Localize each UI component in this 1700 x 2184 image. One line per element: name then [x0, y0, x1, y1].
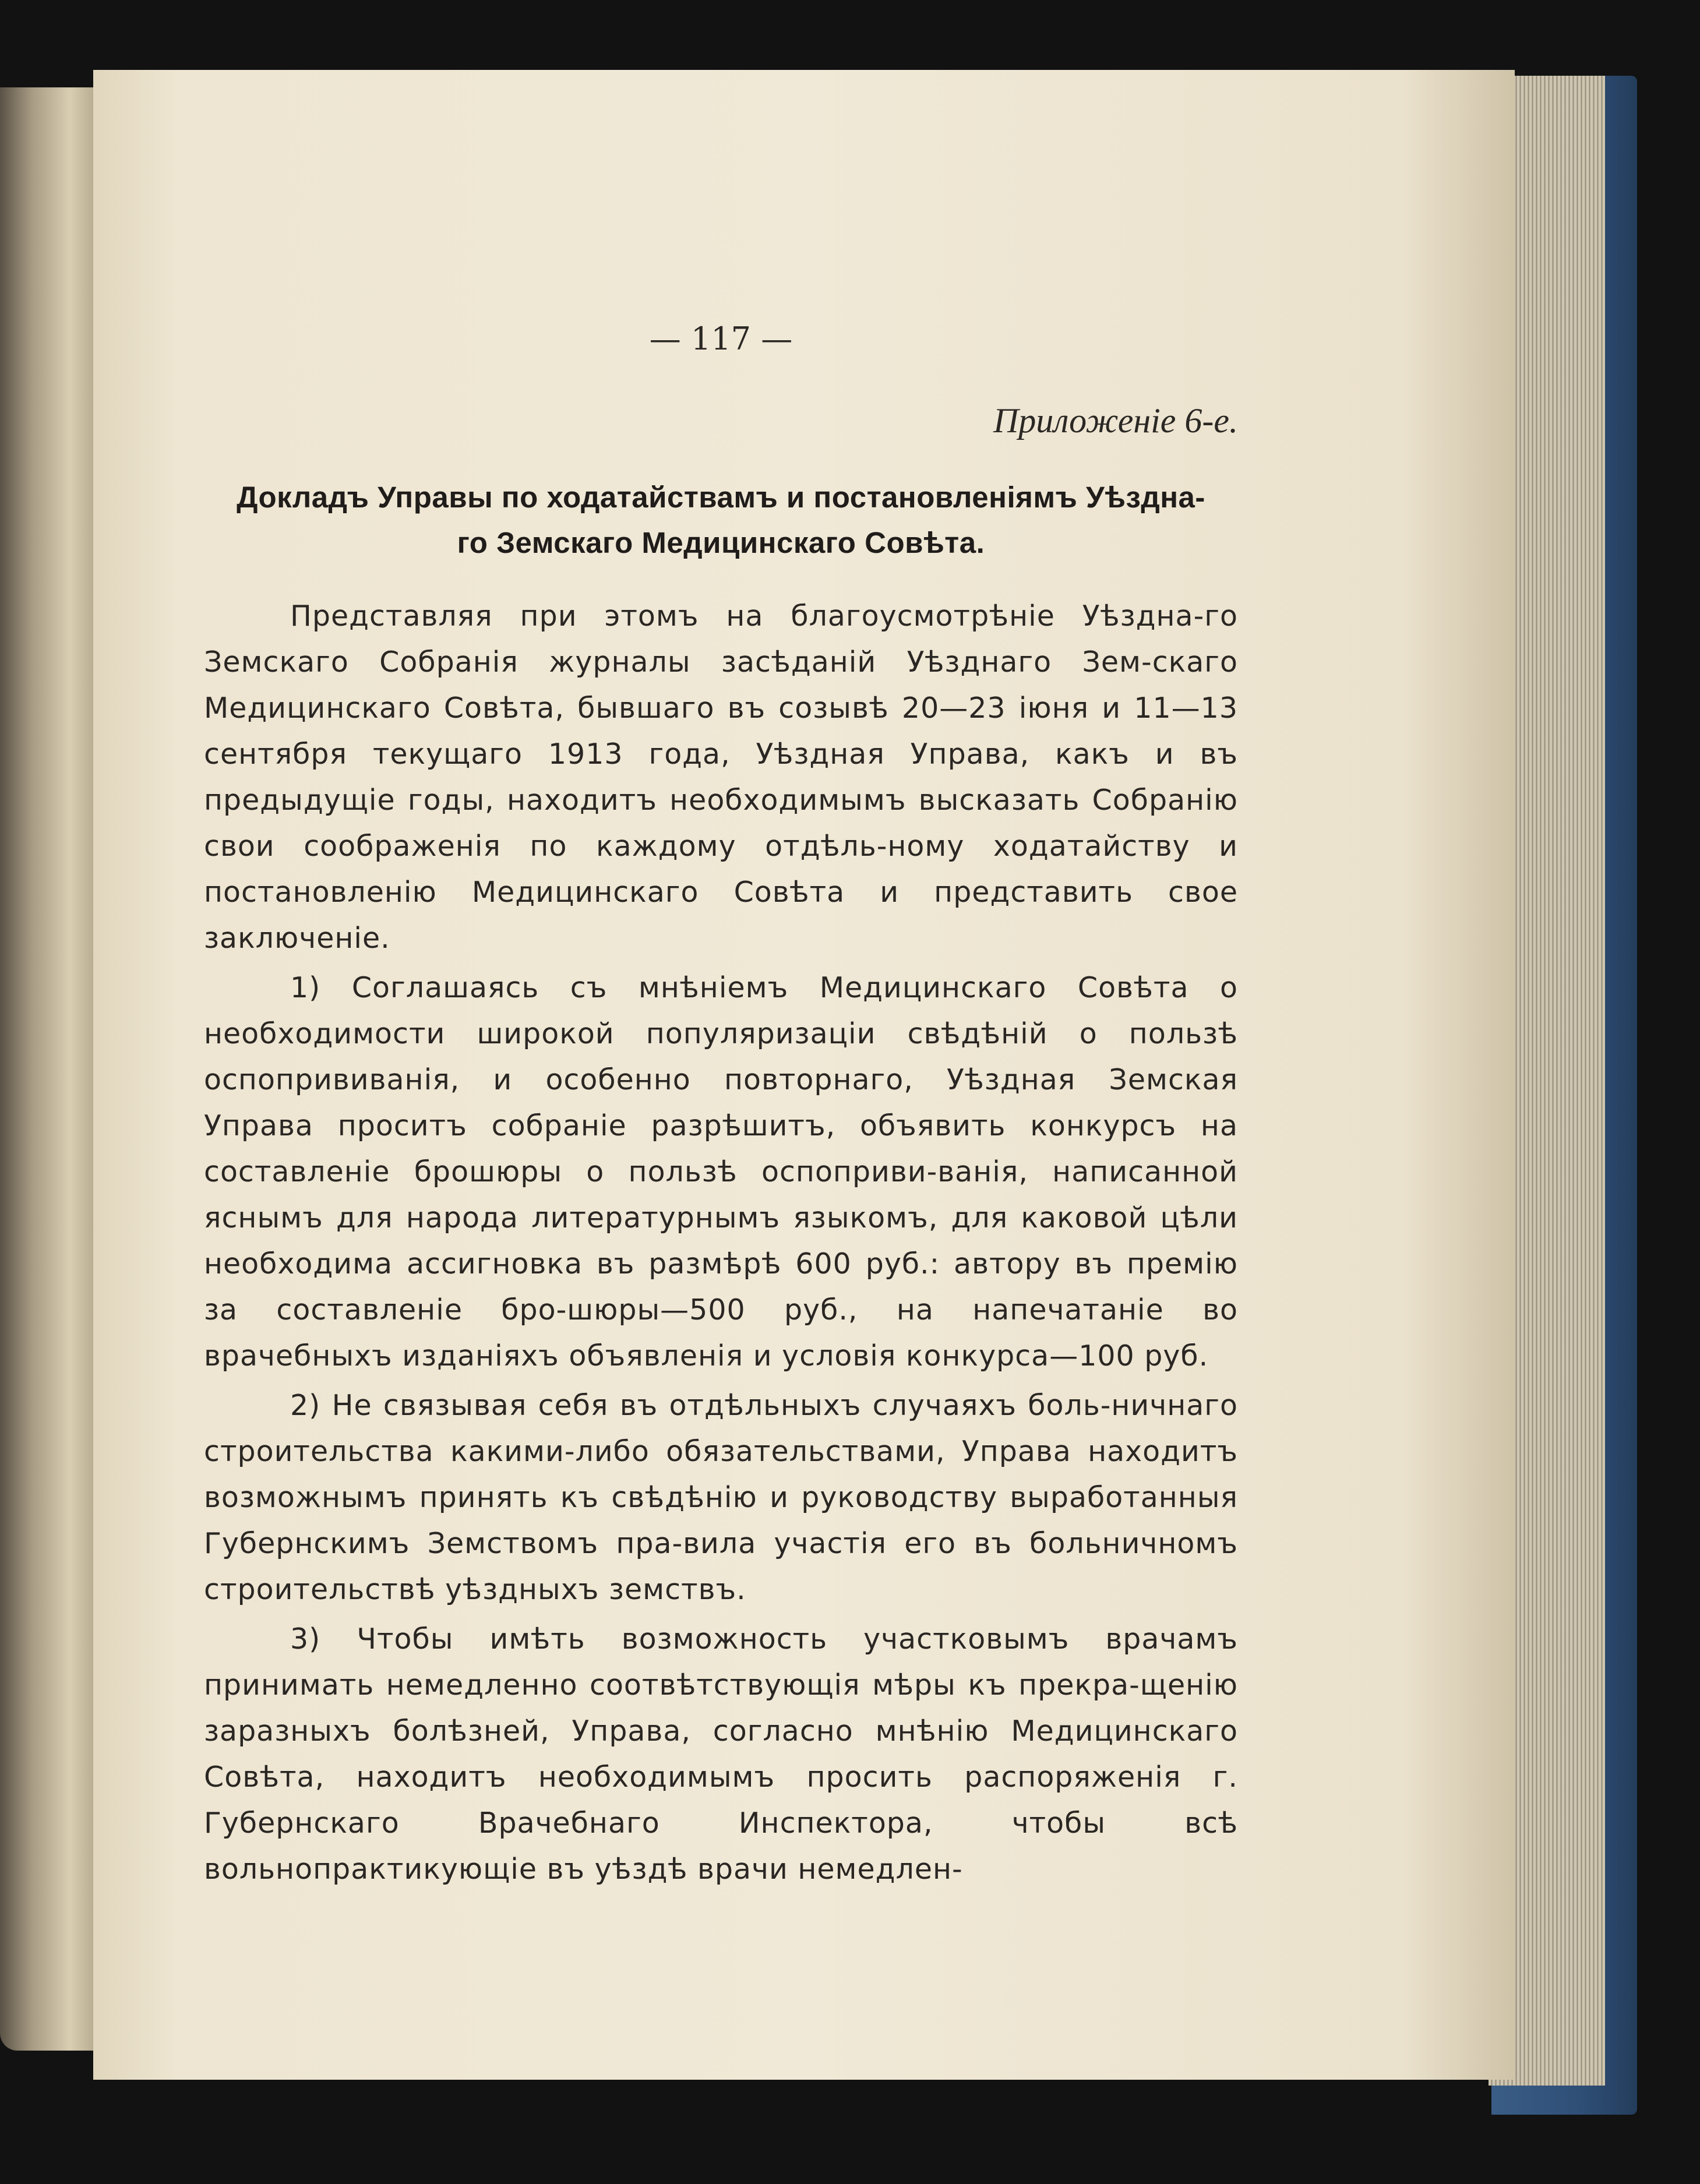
document-title — [204, 475, 1238, 566]
paragraph-item-1: 1) Соглашаясь съ мнѣніемъ Медицинскаго Совѣта о необходимости широкой популяризаціи свѣдѣній о пользѣ оспопрививанія, и особенно повторнаго, Уѣздная Земская Управа проситъ собраніе разрѣшитъ, объявить конкурсъ на составленіе брошюры о пользѣ оспоприви-ванія, написанной яснымъ для народа литературнымъ языкомъ, для каковой цѣли необходима ассигновка въ размѣрѣ 600 руб.: автору въ премію за составленіе бро-шюры—500 руб., на напечатаніе во врачебныхъ изданіяхъ объявленія и условія конкурса—100 руб. — [204, 971, 1238, 1373]
title-line-2: го Земскаго Медицинскаго Совѣта. — [457, 526, 985, 559]
body-text — [204, 593, 1238, 1892]
paragraph-item-2: 2) Не связывая себя въ отдѣльныхъ случаяхъ боль-ничнаго строительства какими-либо обязательствами, Управа находитъ возможнымъ принять къ свѣдѣнію и руководству выработанныя Губернскимъ Земствомъ пра-вила участія его въ больничномъ строительствѣ уѣздныхъ земствъ. — [204, 1389, 1238, 1606]
appendix-label: Приложеніе 6-е. — [993, 401, 1238, 440]
page-number: — 117 — — [649, 320, 793, 357]
book-page — [93, 70, 1515, 2080]
paragraph-item-3: 3) Чтобы имѣть возможность участковымъ врачамъ принимать немедленно соотвѣтствующія мѣры къ прекра-щенію заразныхъ болѣзней, Управа, согласно мнѣнію Медицинскаго Совѣта, находитъ необходимымъ просить распоряженія г. Губернскаго Врачебнаго Инспектора, чтобы всѣ вольнопрактикующіе въ уѣздѣ врачи немедлен- — [204, 1622, 1238, 1886]
paragraph-intro: Представляя при этомъ на благоусмотрѣніе Уѣздна-го Земскаго Собранія журналы засѣданій Уѣзднаго Зем-скаго Медицинскаго Совѣта, бывшаго въ созывѣ 20—23 іюня и 11—13 сентября текущаго 1913 года, Уѣздная Управа, какъ и въ предыдущіе годы, находитъ необходимымъ высказать Собранію свои соображенія по каждому отдѣль-ному ходатайству и постановленію Медицинскаго Совѣта и представить свое заключеніе. — [204, 599, 1238, 955]
left-page-edge — [0, 87, 93, 2051]
title-line-1: Докладъ Управы по ходатайствамъ и постановленіямъ Уѣздна- — [237, 481, 1205, 514]
